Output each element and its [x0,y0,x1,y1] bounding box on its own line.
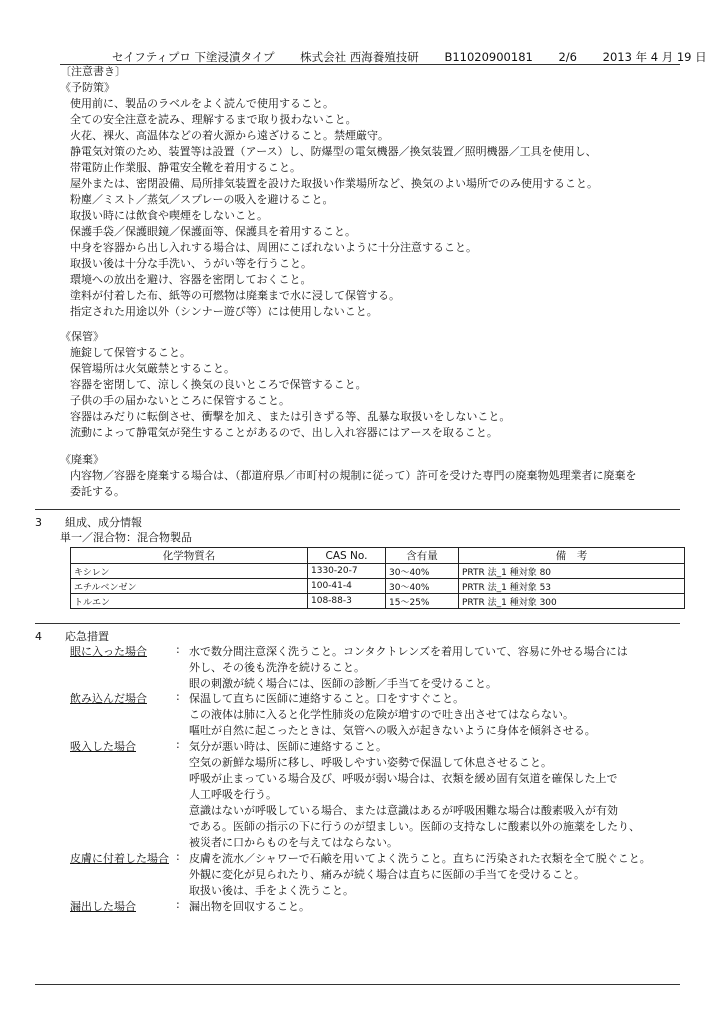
cell-notes: PRTR 法_1 種対象 80 [459,564,685,579]
list-item: 容器はみだりに転倒させ、衝撃を加え、または引きずる等、乱暴な取扱いをしないこと。 [70,410,511,423]
disposal-title: 《廃棄》 [60,453,104,466]
aid-line: 呼吸が止まっている場合及び、呼吸が弱い場合は、衣類を緩め固有気道を確保した上で [189,772,618,785]
aid-label-swallowed: 飲み込んだ場合 [70,692,147,705]
list-item: 取扱い後は十分な手洗い、うがい等を行うこと。 [70,257,312,270]
aid-colon: : [176,643,180,656]
aid-line: 気分が悪い時は、医師に連絡すること。 [189,740,387,753]
aid-line: 外観に変化が見られたり、痛みが続く場合は直ちに医師の手当てを受けること。 [189,868,585,881]
cell-notes: PRTR 法_1 種対象 53 [459,579,685,594]
list-item: 流動によって静電気が発生することがあるので、出し入れ容器にはアースを取ること。 [70,426,498,439]
aid-label-spill: 漏出した場合 [70,900,136,913]
list-item: 全ての安全注意を読み、理解するまで取り扱わないこと。 [70,113,357,126]
list-item: 環境への放出を避け、容器を密閉しておくこと。 [70,273,312,286]
aid-label-inhaled: 吸入した場合 [70,740,136,753]
aid-label-eye: 眼に入った場合 [70,645,147,658]
list-item: 静電気対策のため、装置等は設置（アース）し、防爆型の電気機器／換気装置／照明機器／工具を使用し、 [70,145,597,158]
col-header-content: 含有量 [386,548,459,564]
header-date: 2013 年 4 月 19 日 [602,50,707,64]
aid-line: 水で数分間注意深く洗うこと。コンタクトレンズを着用していて、容易に外せる場合には [189,645,628,658]
list-item: 保管場所は火気厳禁とすること。 [70,362,235,375]
list-item: 指定された用途以外（シンナー遊び等）には使用しないこと。 [70,305,378,318]
caution-heading: 〔注意書き〕 [60,65,126,78]
prevention-title: 《予防策》 [60,81,115,94]
list-item: 容器を密閉して、涼しく換気の良いところで保管すること。 [70,378,367,391]
header-rule [60,64,680,65]
aid-line: 空気の新鮮な場所に移し、呼吸しやすい姿勢で保温して休息させること。 [189,756,552,769]
list-item: 塗料が付着した布、紙等の可燃物は廃棄まで水に浸して保管する。 [70,289,400,302]
col-header-cas: CAS No. [308,548,386,564]
header-company: 株式会社 西海養殖技研 [300,50,419,64]
section3-heading [35,514,142,530]
table-header-row [71,548,685,564]
list-item: 委託する。 [70,485,125,498]
section3-subtitle: 単一／混合物：混合物製品 [60,531,192,544]
aid-line: 嘔吐が自然に起こったときは、気管への吸入が起きないように身体を傾斜させる。 [189,724,596,737]
aid-line: 人工呼吸を行う。 [189,788,277,801]
table-row [71,564,685,579]
list-item: 帯電防止作業服、静電安全靴を着用すること。 [70,161,301,174]
col-header-notes: 備 考 [459,548,685,564]
section4-number: 4 [35,630,42,643]
cell-notes: PRTR 法_1 種対象 300 [459,594,685,609]
page-header [112,49,714,65]
aid-line: である。医師の指示の下に行うのが望ましい。医師の支持なしに酸素以外の施薬をしたり、 [189,820,640,833]
aid-colon: : [176,850,180,863]
cell-content: 15～25% [386,594,459,609]
aid-line: 眼の刺激が続く場合には、医師の診断／手当てを受けること。 [189,677,497,690]
aid-line: 外し、その後も洗浄を続けること。 [189,661,365,674]
aid-line: 保温して直ちに医師に連絡すること。口をすすぐこと。 [189,692,465,705]
list-item: 子供の手の届かないところに保管すること。 [70,394,290,407]
list-item: 屋外または、密閉設備、局所排気装置を設けた取扱い作業場所など、換気のよい場所でのみ使用すること。 [70,177,598,190]
list-item: 粉塵／ミスト／蒸気／スプレーの吸入を避けること。 [70,193,334,206]
header-doc-id: B11020900181 [444,50,533,64]
aid-colon: : [176,738,180,751]
aid-line: 漏出物を回収すること。 [189,900,310,913]
cell-chemical: キシレン [71,564,308,579]
section3-number: 3 [35,516,42,529]
header-page: 2/6 [558,50,577,64]
cell-content: 30～40% [386,564,459,579]
aid-line: 被災者に口からものを与えてはならない。 [189,836,398,849]
list-item: 中身を容器から出し入れする場合は、周囲にこぼれないように十分注意すること。 [70,241,477,254]
list-item: 保護手袋／保護眼鏡／保護面等、保護具を着用すること。 [70,225,356,238]
list-item: 取扱い時には飲食や喫煙をしないこと。 [70,209,268,222]
list-item: 施錠して保管すること。 [70,346,191,359]
section-divider [35,623,680,624]
table-row [71,594,685,609]
aid-colon: : [176,898,180,911]
section4-title: 応急措置 [65,630,109,643]
col-header-chemical: 化学物質名 [71,548,308,564]
list-item: 火花、裸火、高温体などの着火源から遠ざけること。禁煙厳守。 [70,129,389,142]
list-item: 内容物／容器を廃棄する場合は、（都道府県／市町村の規制に従って）許可を受けた専門の廃棄物処理業者に廃棄を [70,469,637,482]
aid-line: この液体は肺に入ると化学性肺炎の危険が増すので吐き出させてはならない。 [189,708,574,721]
cell-cas: 108-88-3 [308,594,386,609]
cell-cas: 1330-20-7 [308,564,386,579]
aid-line: 意識はないが呼吸している場合、または意識はあるが呼吸困難な場合は酸素吸入が有効 [189,804,618,817]
cell-chemical: エチルベンゼン [71,579,308,594]
header-product: セイフティプロ 下塗浸漬タイプ [112,50,275,64]
footer-rule [35,984,680,985]
aid-line: 皮膚を流水／シャワーで石鹸を用いてよく洗うこと。直ちに汚染された衣類を全て脱ぐこと。 [189,852,651,865]
storage-title: 《保管》 [60,330,104,343]
list-item: 使用前に、製品のラベルをよく読んで使用すること。 [70,97,334,110]
table-row [71,579,685,594]
section-divider [35,509,680,510]
cell-chemical: トルエン [71,594,308,609]
cell-cas: 100-41-4 [308,579,386,594]
aid-line: 取扱い後は、手をよく洗うこと。 [189,884,354,897]
composition-table [70,547,685,609]
section4-heading [35,628,109,644]
section3-title: 組成、成分情報 [65,516,142,529]
aid-colon: : [176,690,180,703]
cell-content: 30～40% [386,579,459,594]
aid-label-skin: 皮膚に付着した場合 [70,852,169,865]
